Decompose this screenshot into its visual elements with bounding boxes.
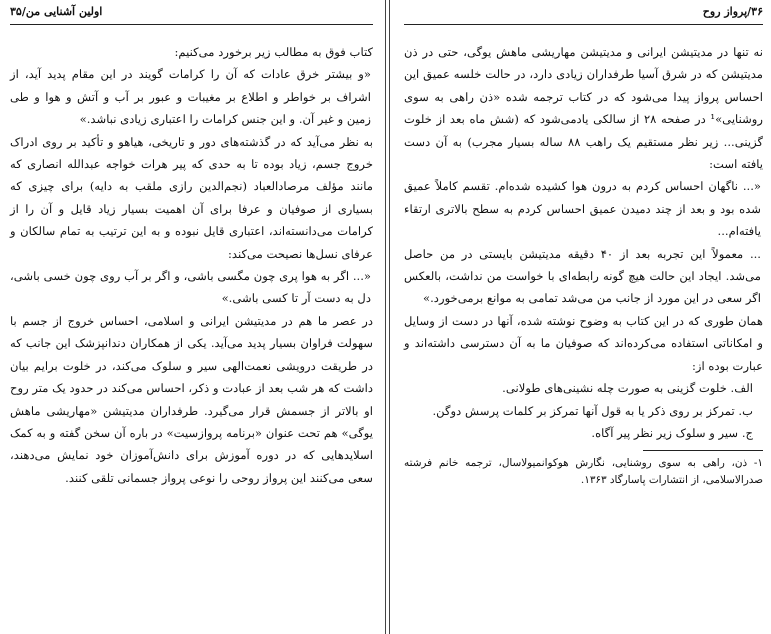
- right-page-header: ۳۶/پرواز روح: [404, 0, 763, 25]
- list-item: ج. سیر و سلوک زیر نظر پیر آگاه.: [591, 425, 753, 440]
- left-paragraph-2: به نظر می‌آید که در گذشته‌های دور و تاریخی، هیاهو و تأکید بر روی ادراک خروج جسم، زیاد بوده تا به حدی که پیر هرات خواجه عبدالله انصاری که مانند مؤلف مرصادالعباد (نجم‌الدین رازی ملقب به دایه) برای چیزی که بسیاری از صوفیان و عرفا برای آن اهمیت بسیار زیاد قایل و آن را از کرامات می‌دانسته‌اند، اعتباری قایل نبوده و به این ترتیب به تمام سالکان و عرفای نسل‌ها نصیحت می‌کند:: [10, 134, 373, 261]
- footnote-divider: [643, 450, 763, 451]
- left-quote-2: «... اگر به هوا پری چون مگسی باشی، و اگر بر آب روی چون خسی باشی، دل به دست آر تا کسی باشی.»: [10, 269, 371, 306]
- right-paragraph-2: همان طوری که در این کتاب به وضوح نوشته شده، آنها در دست از وسایل و امکاناتی استفاده می‌کرده‌اند که صوفیان ما به آن دسترسی داشته‌اند و عبارت بوده از:: [404, 313, 763, 373]
- left-paragraph-3: در عصر ما هم در مدیتیشن ایرانی و اسلامی، احساس خروج از جسم با سهولت فراوان بسیار پدید می‌آید. یکی از همکاران دندانپزشک این جانب که در طریقت درویشی نعمت‌الهی سیر و سلوک می‌کند، در خلوت برایم بیان داشت که هر شب بعد از عبادت و ذکر، احساس می‌کند در حدود یک متر روح او بالاتر از جسمش قرار می‌گیرد. طرفداران مدیتیشن «مهاریشی ماهش یوگی» هم تحت عنوان «برنامه پروازسیت» در باره آن سخن گفته و به کمک اسلایدهایی که در دوره آموزش برای دانش‌آموزان خود نمایش می‌دهند، سعی می‌کنند این پرواز روحی را نوعی پرواز جسمانی تلقی کنند.: [10, 313, 373, 485]
- right-page-body: [404, 41, 763, 489]
- list-item: الف. خلوت گزینی به صورت چله نشینی‌های طولانی.: [502, 381, 753, 396]
- left-page: [0, 0, 383, 634]
- left-quote-1: «و بیشتر خرق عادات که آن را کرامات گویند در این مقام پدید آید، از اشراف بر خواطر و اطلاع بر مغیبات و عبور بر آب و آتش و هوا و طی زمین و غیر آن. و این جنس کرامات را اعتباری زیادی نباشد.»: [10, 67, 371, 127]
- left-paragraph-1: کتاب فوق به مطالب زیر برخورد می‌کنیم:: [174, 45, 373, 59]
- left-page-header: اولین آشنایی من/۳۵: [10, 0, 373, 25]
- left-page-body: [10, 41, 373, 489]
- right-quote-1: «... ناگهان احساس کردم به درون هوا کشیده شده‌ام. تقسم کاملاً عمیق شده بود و بعد از چند دمیدن عمیق احساس کردم به سطح بالاتری ارتقاء یافته‌ام...: [404, 179, 761, 239]
- method-list: [404, 377, 763, 444]
- right-paragraph-1: نه تنها در مدیتیشن ایرانی و مدیتیشن مهاریشی ماهش یوگی، حتی در ذن مدیتیشن که در شرق آسیا طرفداران زیادی دارد، در حالت خلسه عمیق این احساس پرواز پیدا می‌شود که در کتاب ترجمه شده «ذن راهی به سوی روشنایی»¹ در صفحه ۲۸ از سالکی یادمی‌شود که (شش ماه بعد از خلوت گزینی... زیر نظر مستقیم یک راهب ۸۸ ساله بسیار مجرب) به آن دست یافته است:: [404, 45, 763, 172]
- book-gutter: [383, 0, 392, 634]
- right-page: [392, 0, 771, 634]
- list-item: ب. تمرکز بر روی ذکر یا به قول آنها تمرکز بر کلمات پرسش دوگن.: [432, 403, 753, 418]
- right-quote-2: ... معمولاً این تجربه بعد از ۴۰ دقیقه مدیتیشن بایستی در من حاصل می‌شد. ایجاد این حالت هیچ گونه رابطه‌ای با خواست من نداشت، بالعکس اگر سعی در این مورد از جانب من می‌شد تمامی به موانع برمی‌خورد.»: [404, 246, 761, 306]
- footnote: ۱- ذن، راهی به سوی روشنایی، نگارش هوکوانمیولاسال، ترجمه خانم فرشته صدرالاسلامی، از انتشارات پاسارگاد ۱۳۶۳.: [404, 457, 763, 487]
